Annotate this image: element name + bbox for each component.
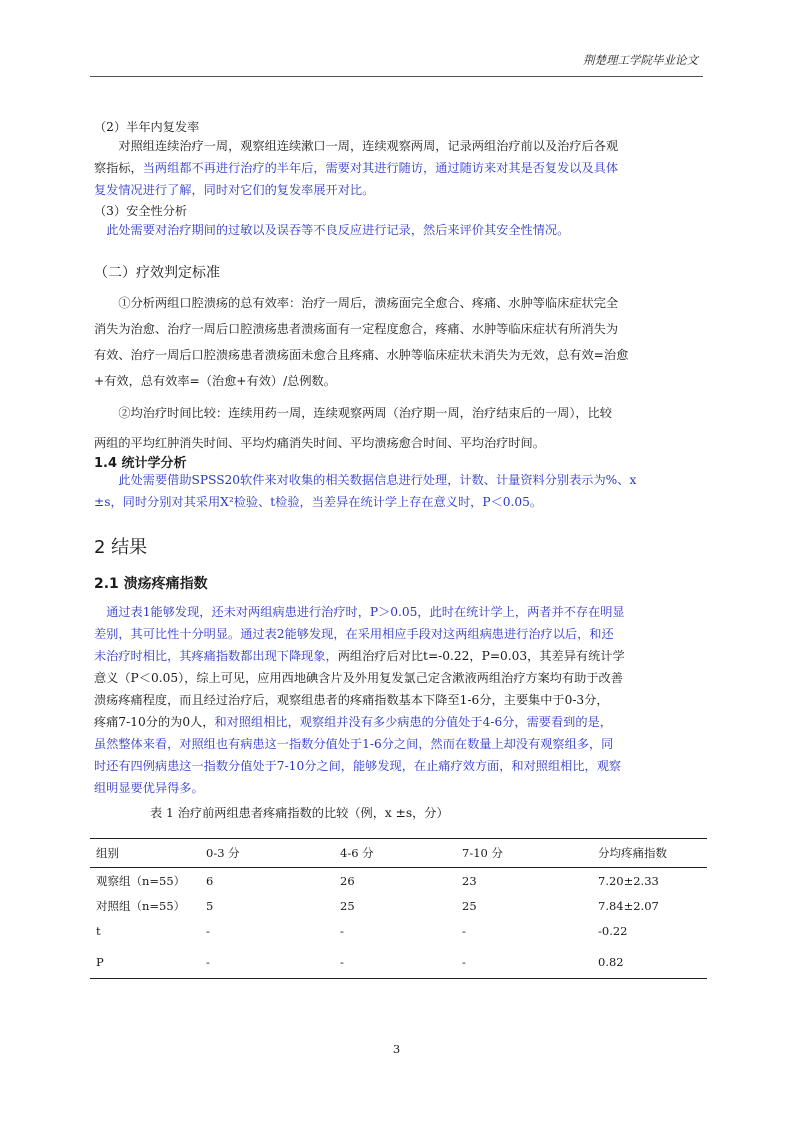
- table-cell: -: [462, 954, 466, 969]
- highlighted-text: 和对照组相比，观察组并没有多少病患的分值处于4-6分，需要看到的是，: [214, 715, 612, 729]
- highlighted-text: 通过表1能够发现，还未对两组病患进行治疗时，P＞0.05，此时在统计学上，两者并不存在明显: [106, 605, 625, 619]
- text-line: [94, 711, 706, 733]
- highlighted-text: 此处需要对治疗期间的过敏以及误吞等不良反应进行记录，然后来评价其安全性情况。: [106, 223, 570, 237]
- text-line: [94, 157, 706, 179]
- text-line: +有效，总有效率=（治愈+有效）/总例数。: [94, 374, 336, 388]
- table-row: [90, 943, 707, 979]
- highlighted-text: 虽然整体来看，对照组也有病患这一指数分值处于1-6分之间，然而在数量上却没有观察组多，同: [94, 737, 614, 751]
- text-line: 溃疡疼痛程度，而且经过治疗后，观察组患者的疼痛指数基本下降至1-6分，主要集中于0-3分，: [94, 693, 609, 707]
- table-cell: 7.84±2.07: [598, 898, 659, 913]
- paragraph-statistics: [94, 469, 706, 513]
- highlighted-text: 此处需要借助SPSS20软件来对收集的相关数据信息进行处理，计数、计量资料分别表示为%、x: [118, 473, 637, 487]
- table-caption: 表 1 治疗前两组患者疼痛指数的比较（例，x ±s，分）: [150, 806, 449, 820]
- text-span: 察指标，: [94, 161, 143, 175]
- table-cell: -: [340, 923, 344, 938]
- pain-index-table: [90, 838, 707, 979]
- table-cell: 6: [206, 873, 214, 888]
- table-header-cell: 组别: [90, 839, 200, 868]
- highlighted-text: 未治疗时相比，其疼痛指数都出现下降现象，: [94, 649, 338, 663]
- text-line: [94, 645, 706, 667]
- text-line: ①分析两组口腔溃疡的总有效率：治疗一周后，溃疡面完全愈合、疼痛、水肿等临床症状完全: [118, 296, 619, 310]
- highlighted-text: 组明显要优异得多。: [94, 781, 204, 795]
- table-row: [90, 918, 707, 943]
- table-header-cell: 7-10 分: [456, 839, 592, 868]
- table-cell: P: [96, 954, 104, 969]
- heading-safety: （3）安全性分析: [94, 204, 188, 218]
- highlighted-text: 复发情况进行了解，同时对它们的复发率展开对比。: [94, 183, 375, 197]
- table-row: [90, 868, 707, 894]
- table-cell: -0.22: [598, 923, 628, 938]
- header-rule: [90, 76, 703, 77]
- table-cell: -: [462, 923, 466, 938]
- text-line: ②均治疗时间比较：连续用药一周，连续观察两周（治疗期一周，治疗结束后的一周），比较: [118, 406, 612, 420]
- text-line: 两组的平均红肿消失时间、平均灼痛消失时间、平均溃疡愈合时间、平均治疗时间。: [94, 436, 545, 450]
- table-row: [90, 893, 707, 918]
- heading-criteria: （二）疗效判定标准: [94, 265, 220, 281]
- table-cell: 5: [206, 898, 214, 913]
- table-cell: 25: [462, 898, 477, 913]
- paragraph-criteria-2: [94, 398, 706, 458]
- heading-recurrence: （2）半年内复发率: [94, 120, 200, 134]
- table-cell: 26: [340, 873, 355, 888]
- table-cell: -: [206, 923, 210, 938]
- table-cell: 0.82: [598, 954, 624, 969]
- running-header: 荆楚理工学院毕业论文: [583, 53, 698, 67]
- text-line: 意义（P＜0.05），综上可见，应用西地碘含片及外用复发氯己定含漱液两组治疗方案均有助于改善: [94, 671, 623, 685]
- paragraph-criteria-1: [94, 290, 706, 394]
- page-number: 3: [392, 1042, 401, 1056]
- table-cell: 对照组（n=55）: [96, 898, 186, 913]
- table-header-cell: 4-6 分: [334, 839, 456, 868]
- table-header-cell: 分均疼痛指数: [592, 839, 707, 868]
- table-header-cell: 0-3 分: [200, 839, 334, 868]
- table-cell: 7.20±2.33: [598, 873, 659, 888]
- text-line: 对照组连续治疗一周，观察组连续漱口一周，连续观察两周，记录两组治疗前以及治疗后各观: [118, 139, 619, 153]
- highlighted-text: 差别，其可比性十分明显。通过表2能够发现，在采用相应手段对这两组病患进行治疗以后，和还: [94, 627, 614, 641]
- table-cell: 25: [340, 898, 355, 913]
- text-span: 疼痛7-10分的为0人，: [94, 715, 215, 729]
- highlighted-text: 当两组都不再进行治疗的半年后，需要对其进行随访，通过随访来对其是否复发以及具体: [142, 161, 619, 175]
- heading-statistics: 1.4 统计学分析: [94, 456, 187, 471]
- text-line: 有效、治疗一周后口腔溃疡患者溃疡面未愈合且疼痛、水肿等临床症状未消失为无效，总有效=治愈: [94, 348, 629, 362]
- paragraph-recurrence: [94, 135, 706, 201]
- table-cell: -: [340, 954, 344, 969]
- table-cell: t: [96, 923, 101, 938]
- text-span: 两组治疗后对比t=-0.22，P=0.03，其差异有统计学: [337, 649, 625, 663]
- paragraph-pain-index: [94, 601, 706, 799]
- highlighted-text: 时还有四例病患这一指数分值处于7-10分之间，能够发现，在止痛疗效方面，和对照组相比，观察: [94, 759, 622, 773]
- table-header-row: [90, 839, 707, 868]
- chapter-heading: 2 结果: [94, 537, 148, 558]
- table-cell: -: [206, 954, 210, 969]
- highlighted-text: ±s，同时分别对其采用X²检验、t检验，当差异在统计学上存在意义时，P＜0.05。: [94, 495, 543, 509]
- table-cell: 观察组（n=55）: [96, 873, 186, 888]
- table-cell: 23: [462, 873, 477, 888]
- heading-pain-index: 2.1 溃疡疼痛指数: [94, 576, 208, 592]
- text-line: 消失为治愈、治疗一周后口腔溃疡患者溃疡面有一定程度愈合，疼痛、水肿等临床症状有所消失为: [94, 322, 619, 336]
